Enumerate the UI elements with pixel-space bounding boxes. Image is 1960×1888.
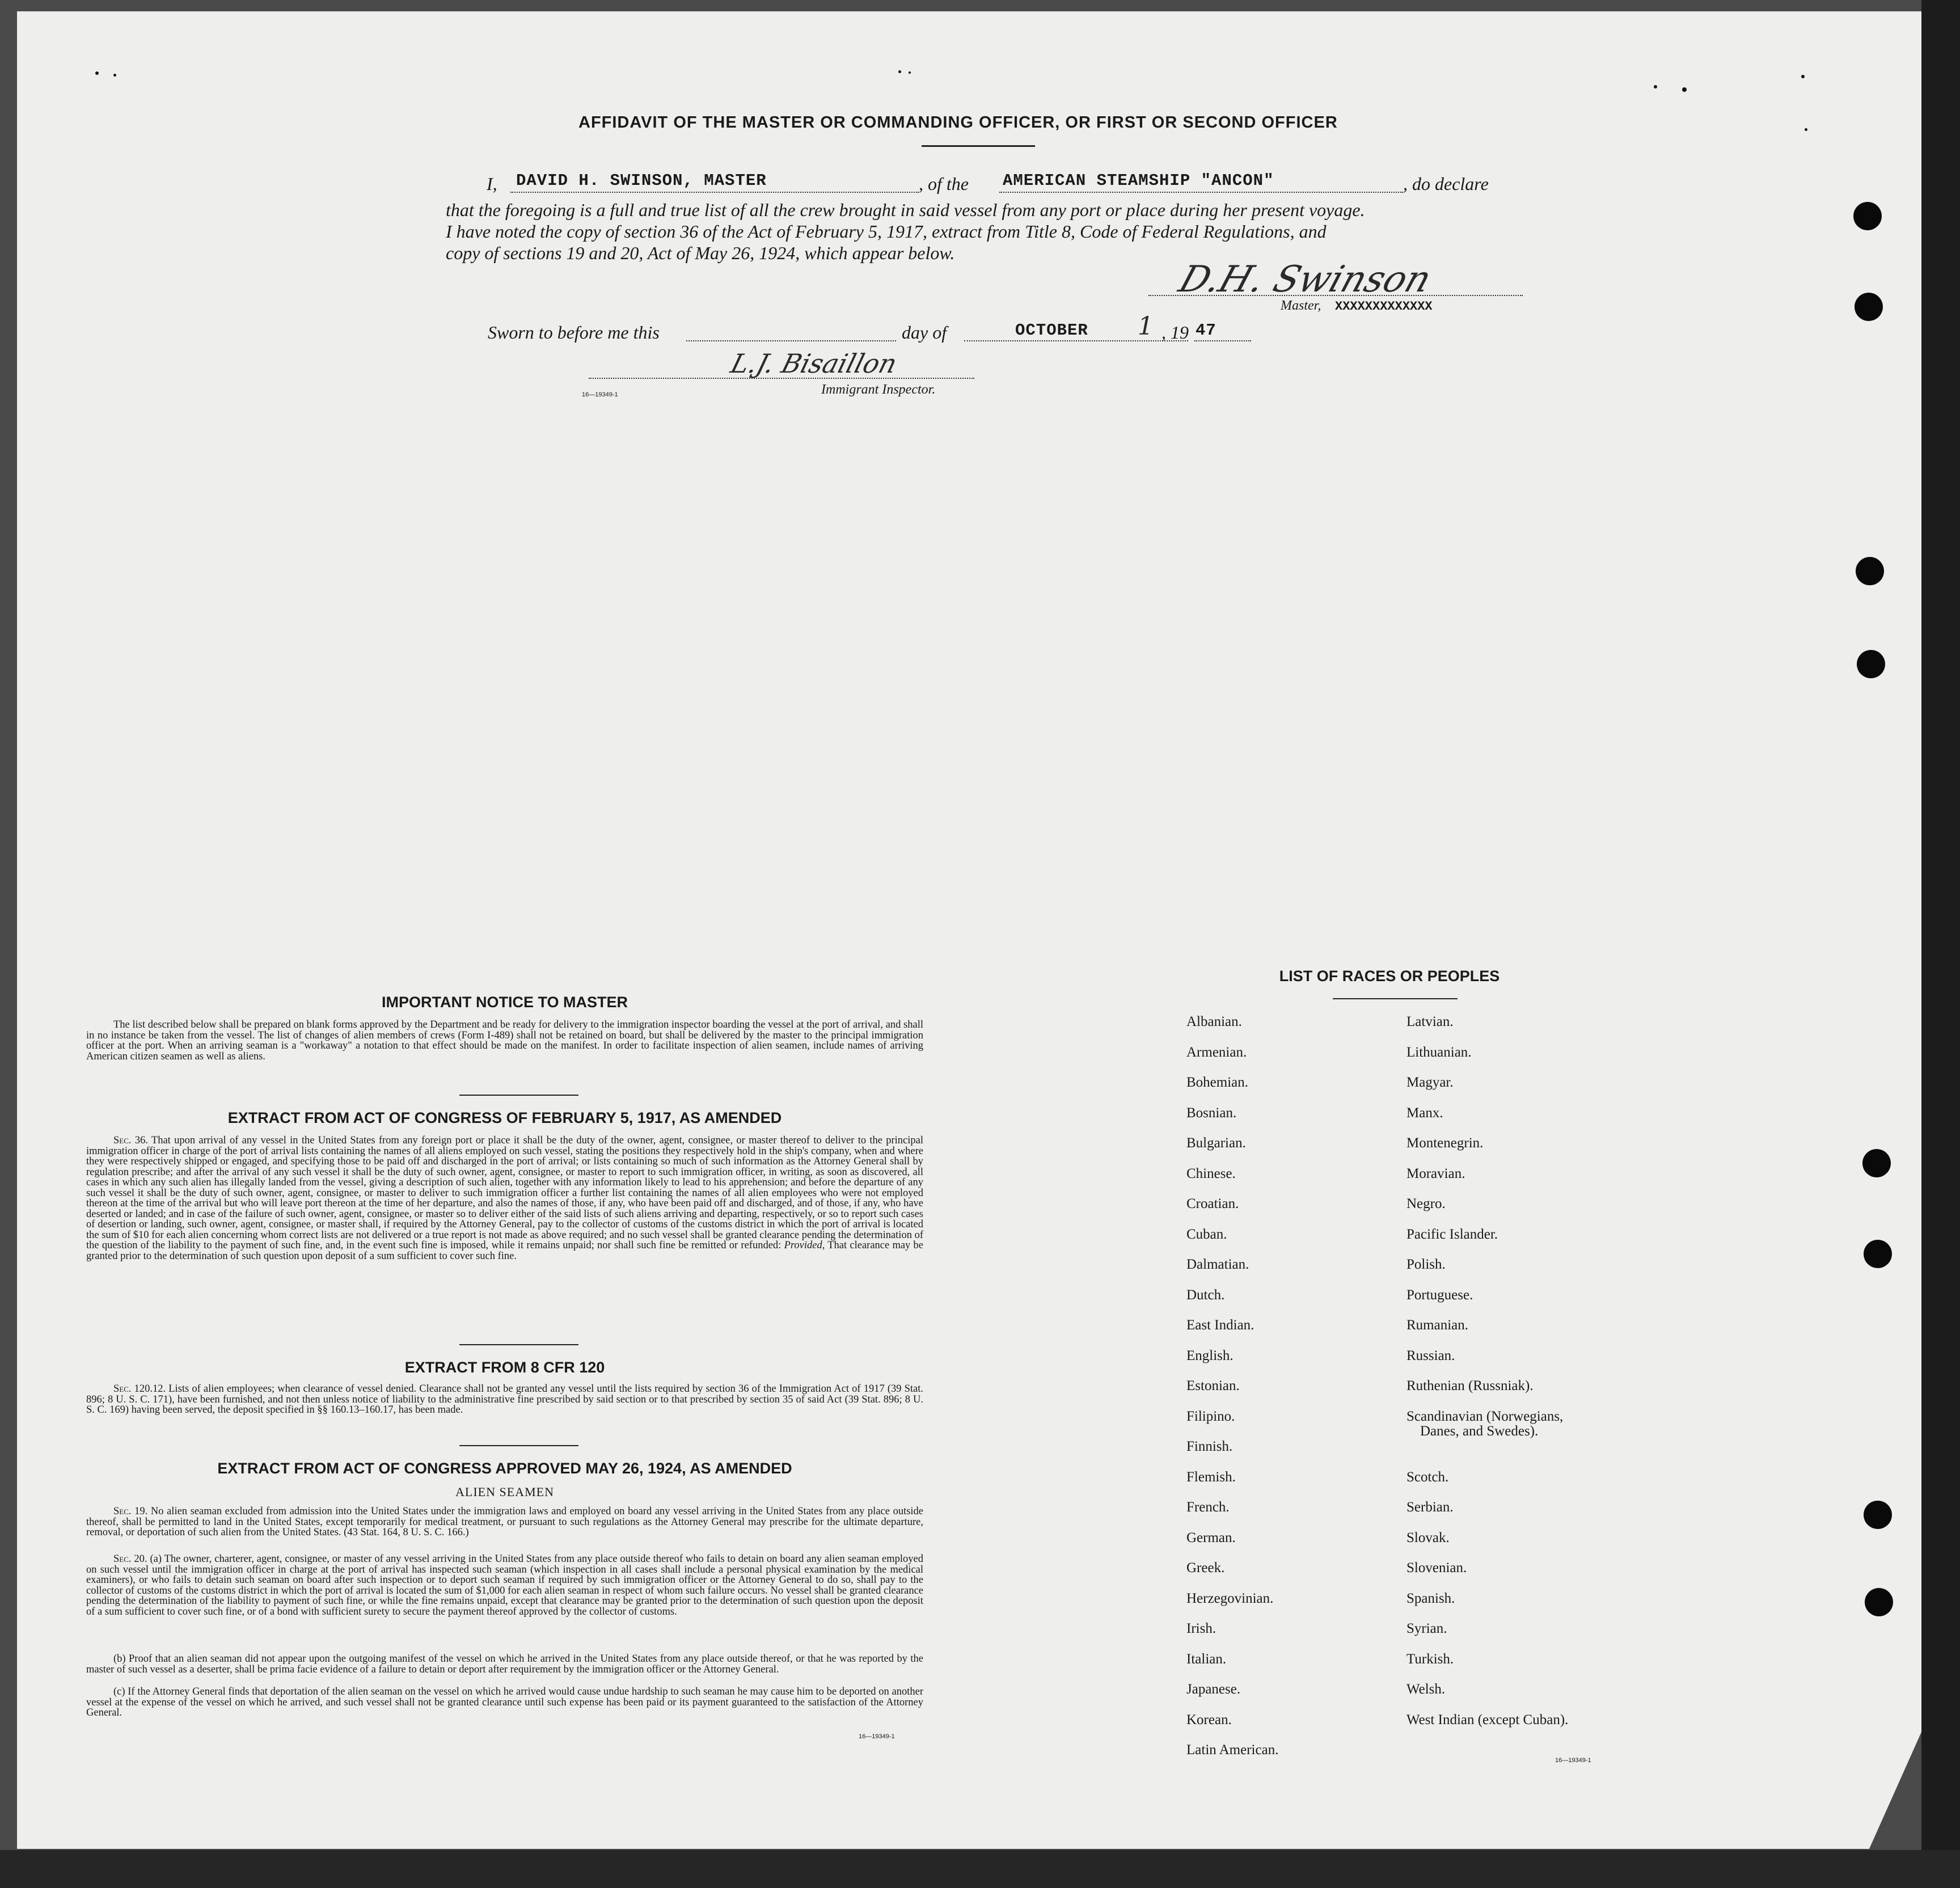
scan-speck (1801, 75, 1805, 78)
extract-cfr-title: EXTRACT FROM 8 CFR 120 (404, 1359, 605, 1376)
race-item: Lithuanian. (1406, 1044, 1472, 1060)
race-item: Irish. (1186, 1621, 1216, 1636)
sec-20c-text: (c) If the Attorney General finds that deportation of the alien seaman on the vessel on which he arrived would cause undue hardship to such seaman he may cause him to be deported on another vessel at the expense of the vessel on which he arrived, and such vessel shall not be granted clearance until such expense has been paid or its payment guaranteed to the satisfaction of the Attorney General. (86, 1686, 923, 1718)
race-item: Slovak. (1406, 1530, 1450, 1545)
alien-seamen-subtitle: ALIEN SEAMEN (455, 1485, 554, 1499)
sec-120-12-label: Sec. 120.12. (113, 1383, 166, 1395)
race-item: West Indian (except Cuban). (1406, 1712, 1569, 1728)
vessel-name: AMERICAN STEAMSHIP "ANCON" (1003, 171, 1274, 190)
proviso-text: That clearance may be granted prior to the determination of such question upon deposit of a sum sufficient to cover such fine. (86, 1240, 924, 1262)
race-item: Rumanian. (1406, 1317, 1469, 1333)
race-item: Armenian. (1186, 1044, 1247, 1060)
do-declare-label: , do declare (1403, 174, 1489, 194)
extract-1917-rule (459, 1344, 578, 1345)
race-item: German. (1186, 1530, 1236, 1545)
sec-20a-text (86, 1554, 923, 1617)
declarant-line (510, 192, 919, 193)
race-item: Scandinavian (Norwegians, (1406, 1408, 1564, 1424)
affidavit-body-line-1: that the foregoing is a full and true list of all the crew brought in said vessel from any port or place during her present voyage. (446, 200, 1365, 220)
race-item: Serbian. (1406, 1500, 1454, 1515)
race-item: Herzegovinian. (1186, 1590, 1274, 1606)
race-item: Pacific Islander. (1406, 1226, 1498, 1242)
punch-hole (1862, 1149, 1891, 1177)
race-item: Spanish. (1406, 1590, 1455, 1606)
title-rule (922, 145, 1035, 147)
inspector-line (589, 378, 974, 379)
scan-bottom-shadow (0, 1850, 1960, 1888)
notice-title: IMPORTANT NOTICE TO MASTER (382, 994, 628, 1011)
race-item: Chinese. (1186, 1165, 1236, 1181)
race-item: Ruthenian (Russniak). (1406, 1378, 1534, 1393)
race-item: Korean. (1186, 1712, 1232, 1728)
extract-1917-title: EXTRACT FROM ACT OF CONGRESS OF FEBRUARY 5, 1917, AS AMENDED (227, 1109, 782, 1126)
race-item: Greek. (1186, 1560, 1225, 1576)
race-item: Estonian. (1186, 1378, 1240, 1393)
punch-hole (1856, 557, 1884, 585)
race-item: Bohemian. (1186, 1075, 1249, 1090)
race-item: Magyar. (1406, 1075, 1454, 1090)
punch-hole (1865, 1588, 1893, 1616)
race-item: French. (1186, 1500, 1230, 1515)
races-right-column (1406, 1014, 1568, 1742)
sec-20-label: Sec. 20. (113, 1553, 147, 1565)
struck-officer-text: XXXXXXXXXXXXX (1335, 299, 1433, 314)
race-item: Bosnian. (1186, 1105, 1237, 1121)
race-item: Bulgarian. (1186, 1135, 1246, 1151)
declarant-name: DAVID H. SWINSON, MASTER (516, 171, 767, 190)
race-item: East Indian. (1186, 1317, 1254, 1333)
master-signature: D.H. Swinson (1173, 259, 1437, 301)
race-item: Danes, and Swedes). (1420, 1423, 1539, 1439)
punch-hole (1853, 202, 1882, 230)
race-item: Moravian. (1406, 1165, 1465, 1181)
race-item: Latvian. (1406, 1014, 1454, 1029)
inspector-caption: Immigrant Inspector. (821, 382, 936, 397)
scan-speck (1805, 128, 1807, 131)
day-value: 1 (1138, 312, 1154, 341)
extract-1917-text (86, 1135, 923, 1261)
year-line (1194, 340, 1251, 341)
affidavit-body-line-2: I have noted the copy of section 36 of the Act of February 5, 1917, extract from Title 8, Code of Federal Regulations, and (446, 221, 1327, 242)
of-the-label: , of the (919, 174, 969, 194)
race-item: Latin American. (1186, 1742, 1279, 1758)
race-item: Albanian. (1186, 1014, 1242, 1029)
scan-speck (1682, 87, 1687, 92)
sec-19-label: Sec. 19. (113, 1506, 148, 1517)
race-item: Welsh. (1406, 1682, 1446, 1697)
scan-speck (1654, 85, 1657, 88)
day-of-label: day of (902, 322, 947, 343)
punch-hole (1864, 1501, 1892, 1529)
race-item: Scotch. (1406, 1469, 1449, 1485)
scan-speck (113, 74, 116, 77)
race-item: Japanese. (1186, 1682, 1241, 1697)
sec-19-body: No alien seaman excluded from admission into the United States under the immigration laws and employed on board any vessel arriving in the United States from any place outside thereof, shall be permitted to land in the United States, except temporarily for medical treatment, or pursuant to such regulations as the Attorney General may prescribe for the ultimate departure, removal, or deportation of such alien from the United States. (43 Stat. 164, 8 U. S. C. 166.) (86, 1506, 924, 1538)
race-item: Finnish. (1186, 1439, 1233, 1454)
sworn-day-line (686, 340, 896, 341)
race-item: Syrian. (1406, 1621, 1447, 1636)
race-item: Italian. (1186, 1651, 1227, 1667)
punch-hole (1857, 650, 1885, 678)
race-item: Polish. (1406, 1257, 1446, 1272)
sec-36-body: That upon arrival of any vessel in the United States from any foreign port or place it shall be the duty of the owner, agent, consignee, or master thereof to deliver to the principal immigration officer in charge of the port of arrival lists containing the names of all aliens employed on such vessel, stating the positions they respectively hold in the ship's company, when and where they were respectively shipped or engaged, and specifying those to be paid off and discharged in the port of arrival; or lists containing so much of such information as the Attorney General shall by regulation prescribe; and after the arrival of any such vessel it shall be the duty of such owner, agent, consignee, or master to report to such immigration officer, in writing, as soon as discovered, all cases in which any such alien has illegally landed from the vessel, giving a description of such alien, together with any information likely to lead to his apprehension; and before the departure of any such vessel it shall be the duty of such owner, agent, consignee, or master to deliver to such immigration officer a further list containing the names of all alien employees who were not employed thereon at the time of the arrival but who will leave port thereon at the time of her departure, and also the names of those, if any, who have been paid off and discharged, and of those, if any, who have deserted or landed; and in case of the failure of such owner, agent, consignee, or master so to deliver either of the said lists of such aliens arriving and departing, respectively, or so to report such cases of desertion or landing, such owner, agent, consignee, or master shall, if required by the Attorney General, pay to the collector of customs of the customs district in which the port of arrival is located the sum of $10 for each alien concerning whom correct lists are not delivered or a true report is not made as above required; and no such vessel shall be granted clearance pending the determination of the question of the liability to the payment of such fine, and, in the event such fine is imposed, while it remains unpaid; nor shall such fine be remitted or refunded: (86, 1135, 924, 1251)
race-item: English. (1186, 1348, 1234, 1363)
extract-1924-title: EXTRACT FROM ACT OF CONGRESS APPROVED MAY 26, 1924, AS AMENDED (217, 1460, 792, 1477)
scan-speck (909, 71, 911, 74)
affidavit-body-line-3: copy of sections 19 and 20, Act of May 26, 1924, which appear below. (446, 243, 955, 263)
sec-120-12-body: Lists of alien employees; when clearance of vessel denied. Clearance shall not be granted any vessel until the lists required by section 36 of the Immigration Act of 1917 (39 Stat. 896; 8 U. S. C. 171), have been furnished, and not then unless notice of liability to the administrative fine prescribed by said section or to that prescribed by section 35 of said Act (39 Stat. 896; 8 U. S. C. 169) having been served, the deposit specified in §§ 160.13–160.17, has been made. (86, 1383, 923, 1416)
year-prefix: , 19 (1161, 322, 1189, 343)
race-item: Dutch. (1186, 1287, 1225, 1303)
sec-36-label: Sec. 36. (113, 1135, 148, 1146)
races-left-column (1186, 1014, 1278, 1773)
race-item: Turkish. (1406, 1651, 1454, 1667)
scan-speck (898, 70, 901, 73)
notice-rule (459, 1095, 578, 1096)
race-item: Russian. (1406, 1348, 1455, 1363)
vessel-line (999, 192, 1403, 193)
races-rule (1333, 998, 1458, 999)
race-item: Dalmatian. (1186, 1257, 1249, 1272)
punch-hole (1864, 1240, 1892, 1268)
extract-form-number: 16—19349-1 (859, 1733, 895, 1740)
sec-20a-body: (a) The owner, charterer, agent, consignee, or master of any vessel arriving in the United States from any place outside thereof who fails to detain on board any alien seaman employed on such vessel until the immigration officer in charge at the port of arrival has inspected such seaman (which inspection in all cases shall include a personal physical examination by the medical examiners), or who fails to detain such seaman on board after such inspection or to deport such seaman if required by such immigration officer or the Attorney General to do so, shall pay to the collector of customs of the customs district in which the port of arrival is located the sum of $1,000 for each alien seaman in respect of whom such failure occurs. No vessel shall be granted clearance pending the determination of the liability to payment of such fine, or while the fine remains unpaid, except that clearance may be granted prior to the determination of such question upon the deposit of a sum sufficient to cover such fine, or of a bond with sufficient surety to secure the payment thereof approved by the collector of customs. (86, 1553, 924, 1617)
i-label: I, (487, 174, 497, 194)
scan-edge-shadow (1921, 0, 1960, 1888)
affidavit-title: AFFIDAVIT OF THE MASTER OR COMMANDING OFFICER, OR FIRST OR SECOND OFFICER (578, 113, 1338, 132)
races-form-number: 16—19349-1 (1555, 1757, 1591, 1764)
race-item: Negro. (1406, 1196, 1446, 1211)
sworn-label: Sworn to before me this (488, 322, 660, 343)
extract-cfr-text (86, 1384, 923, 1416)
race-item: Montenegrin. (1406, 1135, 1484, 1151)
extract-cfr-rule (459, 1445, 578, 1446)
affidavit-form-number: 16—19349-1 (582, 391, 618, 398)
sec-20b-text: (b) Proof that an alien seaman did not appear upon the outgoing manifest of the vessel on which he arrived in the United States from any place outside thereof, or that he was reported by the master of such vessel as a deserter, shall be prima facie evidence of a failure to detain or deport after requirement by the immigration officer or the Attorney General. (86, 1653, 923, 1675)
inspector-signature: L.J. Bisaillon (727, 348, 901, 379)
notice-text: The list described below shall be prepared on blank forms approved by the Department and be ready for delivery to the immigration inspector boarding the vessel at the port of arrival, and shall in no instance be taken from the vessel. The list of changes of alien members of crews (Form I-489) shall not be retained on board, but shall be delivered by the master to the principal immigration officer at the port. When an arriving seaman is a "workaway" a notation to that effect should be made on the manifest. In order to facilitate inspection of alien seamen, include names of arriving American citizen seamen as well as aliens. (86, 1019, 923, 1062)
year-suffix: 47 (1196, 321, 1216, 340)
race-item: Cuban. (1186, 1226, 1227, 1242)
signature-line (1148, 295, 1523, 296)
race-item: Portuguese. (1406, 1287, 1473, 1303)
month-line (964, 340, 1188, 341)
race-item: Manx. (1406, 1105, 1443, 1121)
races-title: LIST OF RACES OR PEOPLES (1279, 968, 1500, 985)
month-value: OCTOBER (1015, 321, 1088, 340)
punch-hole (1855, 293, 1883, 321)
sec-19-text (86, 1506, 923, 1538)
proviso-label: Provided, (784, 1240, 825, 1251)
race-item: Slovenian. (1406, 1560, 1467, 1576)
race-item: Flemish. (1186, 1469, 1236, 1485)
race-item: Filipino. (1186, 1408, 1235, 1424)
race-item: Croatian. (1186, 1196, 1239, 1211)
scan-speck (95, 71, 99, 75)
master-caption: Master, (1281, 298, 1321, 313)
